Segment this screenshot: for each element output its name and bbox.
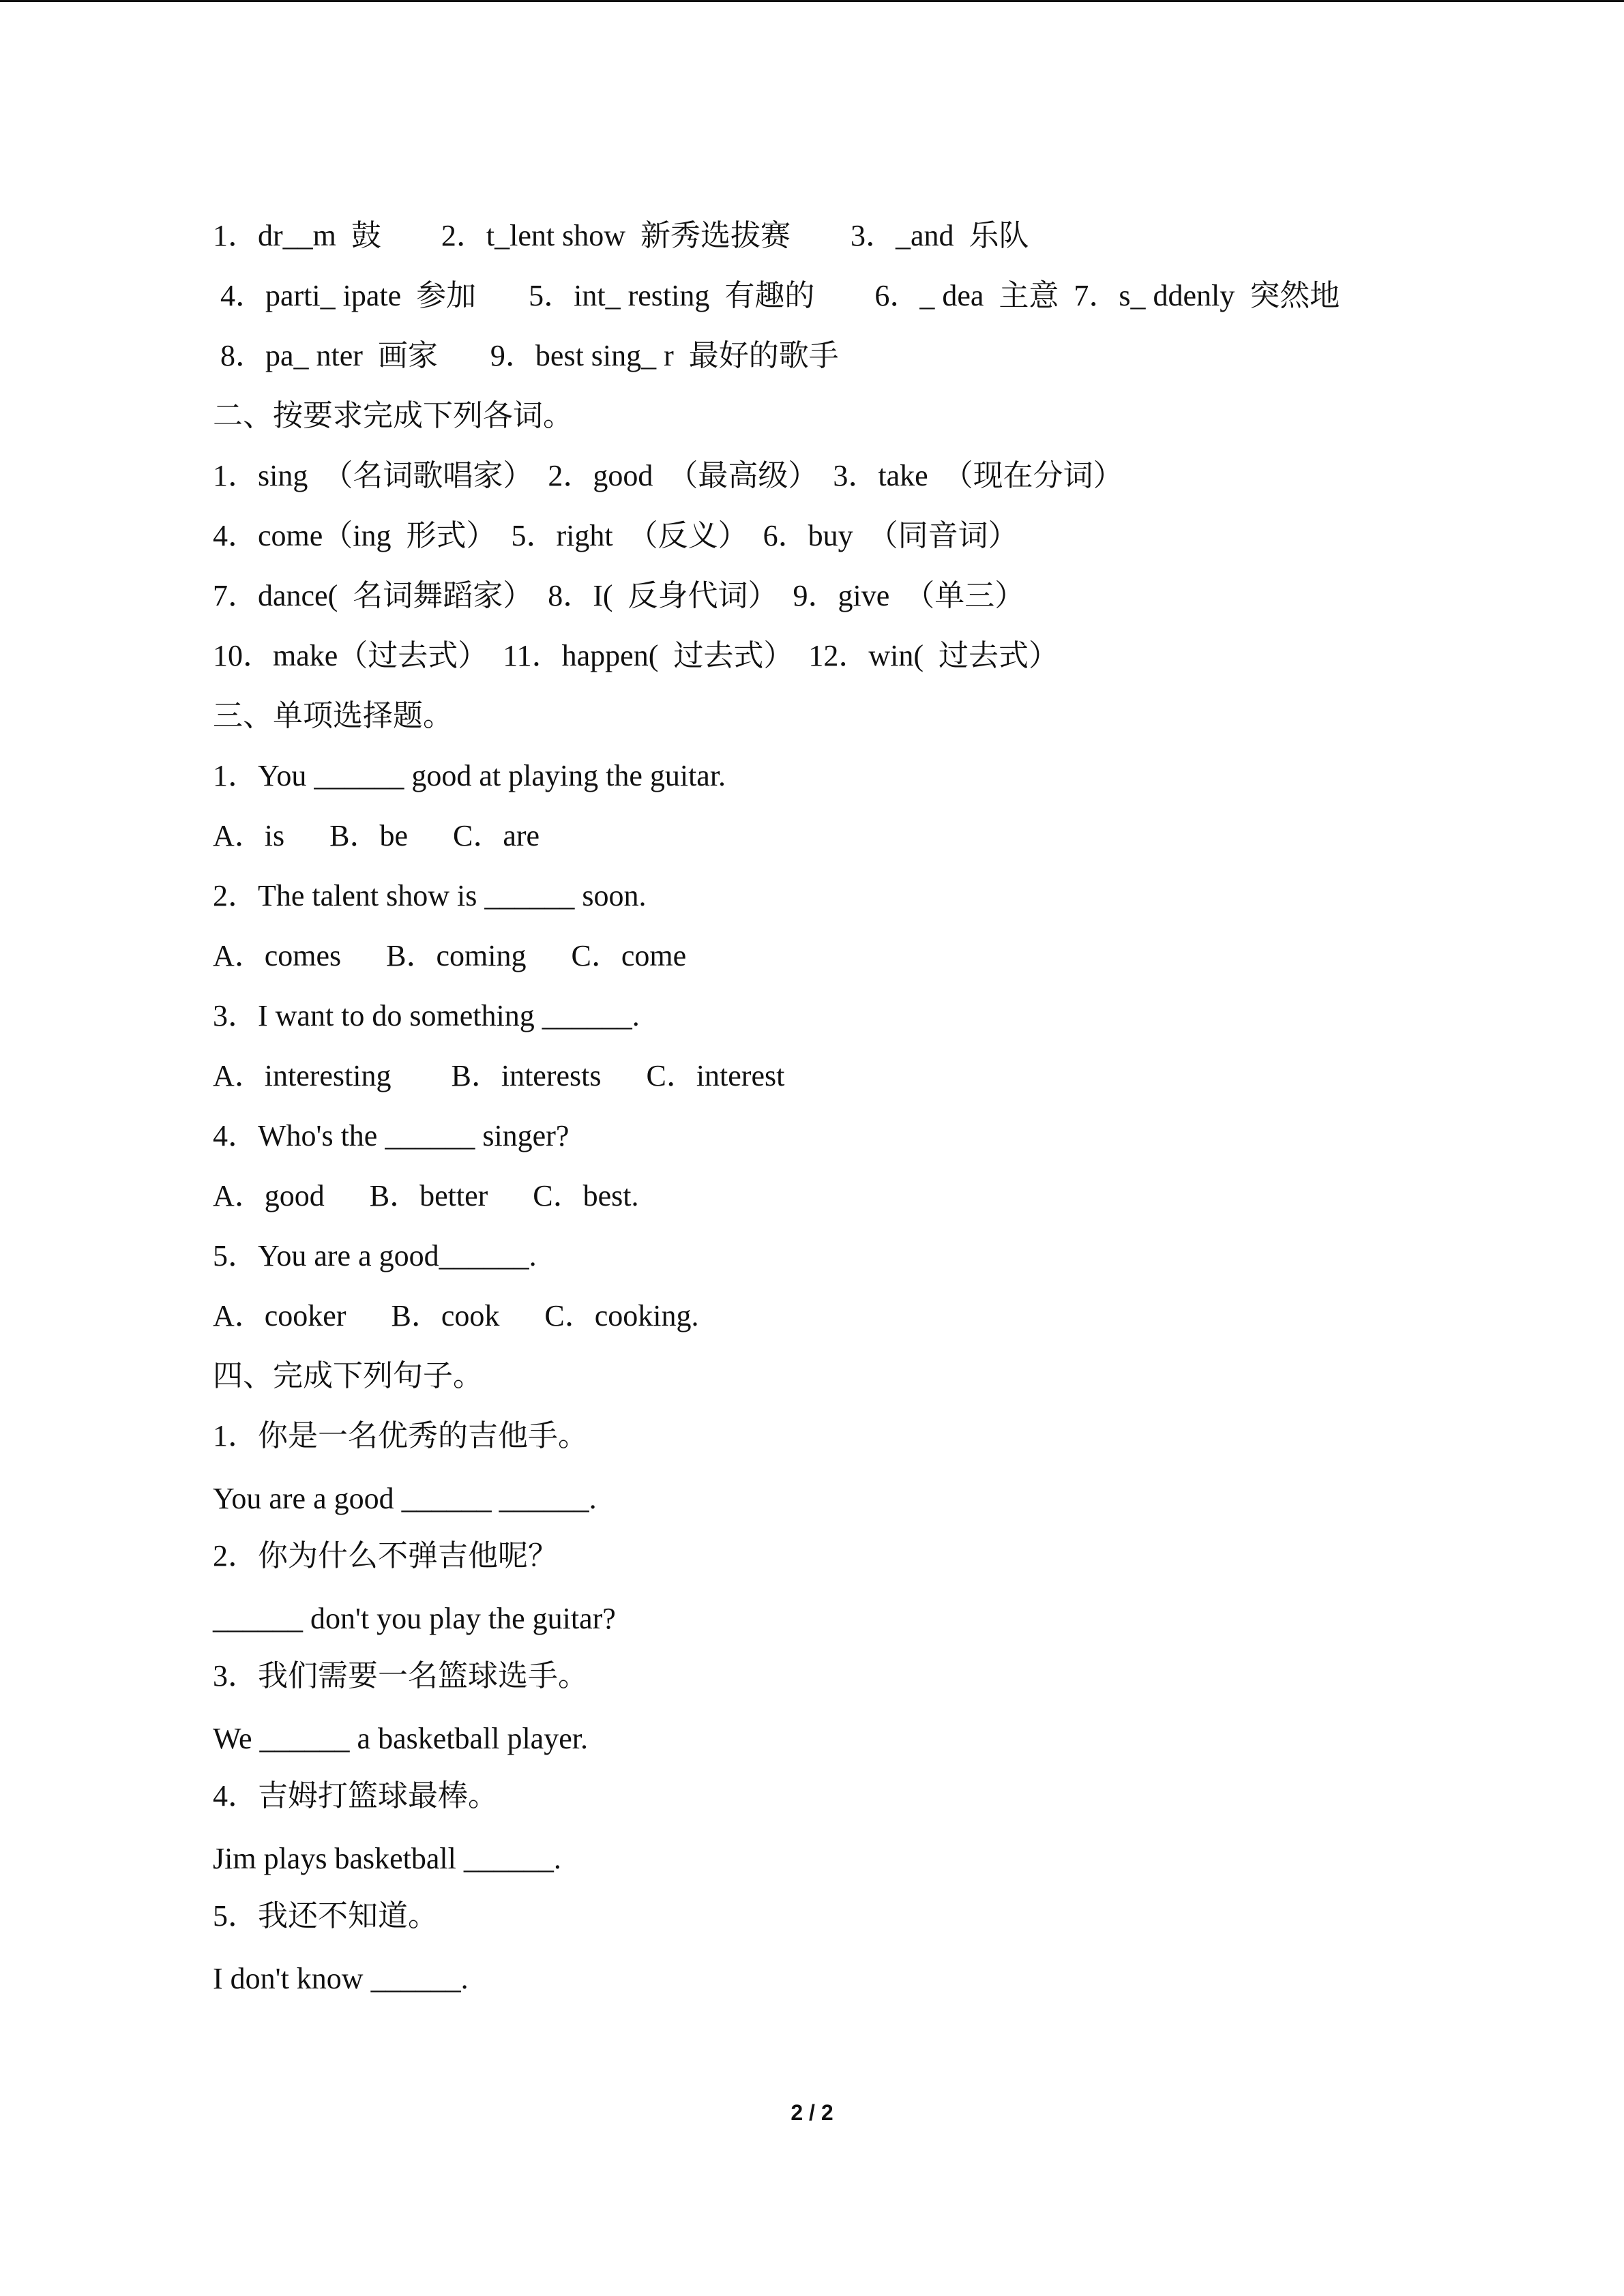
text-line: 7．dance( 名词舞蹈家） 8．I( 反身代词） 9．give （单三）	[213, 579, 1025, 612]
text-line: 1．sing （名词歌唱家） 2．good （最高级） 3．take （现在分词）	[213, 459, 1123, 492]
question-text: 3．我们需要一名篮球选手。	[213, 1659, 588, 1693]
page-number: 2 / 2	[791, 2100, 833, 2125]
answer-options: A．interesting B．interests C．interest	[213, 1059, 785, 1092]
question-text: 2．The talent show is ______ soon.	[213, 879, 647, 912]
question-text: 5．You are a good______.	[213, 1239, 537, 1272]
answer-line: I don't know ______.	[213, 1962, 469, 1995]
question-text: 1．你是一名优秀的吉他手。	[213, 1419, 588, 1452]
answer-line: ______ don't you play the guitar?	[213, 1602, 616, 1635]
page-top-border	[0, 0, 1624, 2]
section-heading: 二、按要求完成下列各词。	[213, 399, 573, 432]
answer-line: You are a good ______ ______.	[213, 1482, 597, 1515]
answer-line: We ______ a basketball player.	[213, 1722, 588, 1755]
question-text: 5．我还不知道。	[213, 1899, 438, 1933]
answer-options: A．good B．better C．best.	[213, 1179, 639, 1212]
section-heading: 四、完成下列句子。	[213, 1359, 483, 1392]
question-text: 4．Who's the ______ singer?	[213, 1119, 570, 1152]
text-line: 1．dr__m 鼓 2．t_lent show 新秀选拔赛 3．_and 乐队	[213, 219, 1029, 252]
question-text: 3．I want to do something ______.	[213, 999, 640, 1032]
answer-options: A．cooker B．cook C．cooking.	[213, 1299, 699, 1332]
text-line: 8．pa_ nter 画家 9．best sing_ r 最好的歌手	[213, 339, 839, 372]
answer-line: Jim plays basketball ______.	[213, 1842, 561, 1875]
text-line: 10．make（过去式） 11．happen( 过去式） 12．win( 过去式）	[213, 639, 1059, 672]
text-line: 4．come（ing 形式） 5．right （反义） 6．buy （同音词）	[213, 519, 1018, 552]
question-text: 1．You ______ good at playing the guitar.	[213, 759, 726, 792]
answer-options: A．comes B．coming C．come	[213, 939, 687, 972]
question-text: 4．吉姆打篮球最棒。	[213, 1779, 498, 1813]
answer-options: A．is B．be C．are	[213, 819, 540, 852]
question-text: 2．你为什么不弹吉他呢？	[213, 1539, 558, 1572]
section-heading: 三、单项选择题。	[213, 699, 453, 732]
text-line: 4．parti_ ipate 参加 5．int_ resting 有趣的 6．_ dea 主意 7．s_ ddenly 突然地	[213, 279, 1340, 312]
